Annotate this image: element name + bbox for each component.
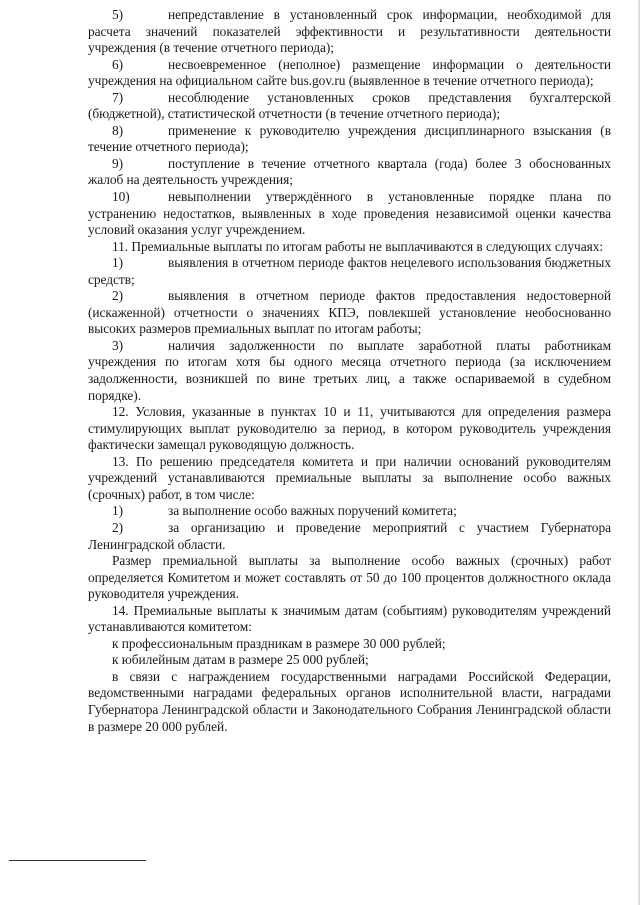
- paragraph-section-14: [88, 603, 611, 636]
- paragraph-text: в связи с награждением государственными наградами Российской Федерации, ведомственными наградами федеральных органов исполнительной власти, наградами Губернатора Ленинградской области и Законодательного Собрания Ленинградской области в размере 20 000 рублей.: [88, 668, 611, 734]
- paragraph-jubilee-payment: [88, 652, 611, 669]
- paragraph-item-9: [88, 156, 611, 189]
- paragraph-text: за выполнение особо важных поручений комитета;: [168, 503, 457, 519]
- item-number: 1): [112, 503, 124, 519]
- item-number: 6): [112, 56, 124, 72]
- paragraph-section-12: [88, 404, 611, 454]
- item-number: 10): [112, 189, 130, 205]
- paragraph-text: несвоевременное (неполное) размещение информации о деятельности учреждения на официальном сайте bus.gov.ru (выявленное в течение отчетного периода);: [88, 56, 611, 89]
- paragraph-text: применение к руководителю учреждения дисциплинарного взыскания (в течение отчетного периода);: [88, 122, 611, 155]
- paragraph-item-11-1: [88, 255, 611, 288]
- paragraph-text: к профессиональным праздникам в размере 30 000 рублей;: [112, 635, 446, 651]
- paragraph-text: к юбилейным датам в размере 25 000 рублей;: [112, 652, 369, 668]
- item-number: 9): [112, 155, 124, 171]
- paragraph-text: 14. Премиальные выплаты к значимым датам (событиям) руководителям учреждений устанавливаются комитетом:: [88, 602, 611, 635]
- item-number: 1): [112, 255, 124, 271]
- paragraph-text: несоблюдение установленных сроков представления бухгалтерской (бюджетной), статистической отчетности (в течение отчетного периода);: [88, 89, 611, 122]
- paragraph-item-7: [88, 90, 611, 123]
- paragraph-premium-size: [88, 553, 611, 603]
- paragraph-text: поступление в течение отчетного квартала (года) более 3 обоснованных жалоб на деятельность учреждения;: [88, 155, 611, 188]
- paragraph-item-6: [88, 57, 611, 90]
- document-body: [88, 7, 611, 735]
- item-number: 5): [112, 7, 124, 22]
- item-number: 7): [112, 89, 124, 105]
- paragraph-text: за организацию и проведение мероприятий с участием Губернатора Ленинградской области.: [88, 519, 611, 552]
- paragraph-text: выявления в отчетном периоде фактов предоставления недостоверной (искаженной) отчетности о значениях КПЭ, повлекшей установление необоснованно высоких размеров премиальных выплат по итогам работы;: [88, 288, 611, 337]
- item-number: 8): [112, 122, 124, 138]
- paragraph-item-13-1: [88, 503, 611, 520]
- paragraph-item-8: [88, 123, 611, 156]
- paragraph-section-11: [88, 239, 611, 256]
- item-number: 2): [112, 519, 124, 535]
- paragraph-item-11-3: [88, 338, 611, 404]
- paragraph-text: 12. Условия, указанные в пунктах 10 и 11, учитываются для определения размера стимулирующих выплат руководителю за период, в котором руководитель учреждения фактически замещал руководящую должность.: [88, 404, 611, 453]
- paragraph-text: непредставление в установленный срок информации, необходимой для расчета значений показателей эффективности и результативности деятельности учреждения (в течение отчетного периода);: [88, 7, 611, 56]
- paragraph-award-payment: [88, 669, 611, 735]
- paragraph-text: наличия задолженности по выплате заработной платы работникам учреждения по итогам хотя бы одного месяца отчетного периода (за исключением задолженности, возникшей по вине третьих лиц, а также оспариваемой в судебном порядке).: [88, 337, 611, 403]
- paragraph-text: невыполнении утверждённого в установленные порядке плана по устранению недостатков, выявленных в ходе проведения независимой оценки качества условий оказания услуг учреждением.: [88, 189, 611, 238]
- paragraph-item-13-2: [88, 520, 611, 553]
- paragraph-holiday-payment: [88, 636, 611, 653]
- paragraph-text: выявления в отчетном периоде фактов нецелевого использования бюджетных средств;: [88, 255, 611, 287]
- paragraph-section-13: [88, 454, 611, 504]
- paragraph-text: 13. По решению председателя комитета и при наличии оснований руководителям учреждений устанавливаются премиальные выплаты за выполнение особо важных (срочных) работ, в том числе:: [88, 453, 611, 502]
- paragraph-item-10: [88, 189, 611, 239]
- footnote-separator-line: [9, 860, 146, 861]
- paragraph-text: Размер премиальной выплаты за выполнение особо важных (срочных) работ определяется Комитетом и может составлять от 50 до 100 процентов должностного оклада руководителя учреждения.: [88, 553, 611, 602]
- item-number: 3): [112, 337, 124, 353]
- paragraph-item-11-2: [88, 288, 611, 338]
- paragraph-item-5: [88, 7, 611, 57]
- paragraph-text: 11. Премиальные выплаты по итогам работы не выплачиваются в следующих случаях:: [112, 238, 604, 254]
- item-number: 2): [112, 288, 124, 304]
